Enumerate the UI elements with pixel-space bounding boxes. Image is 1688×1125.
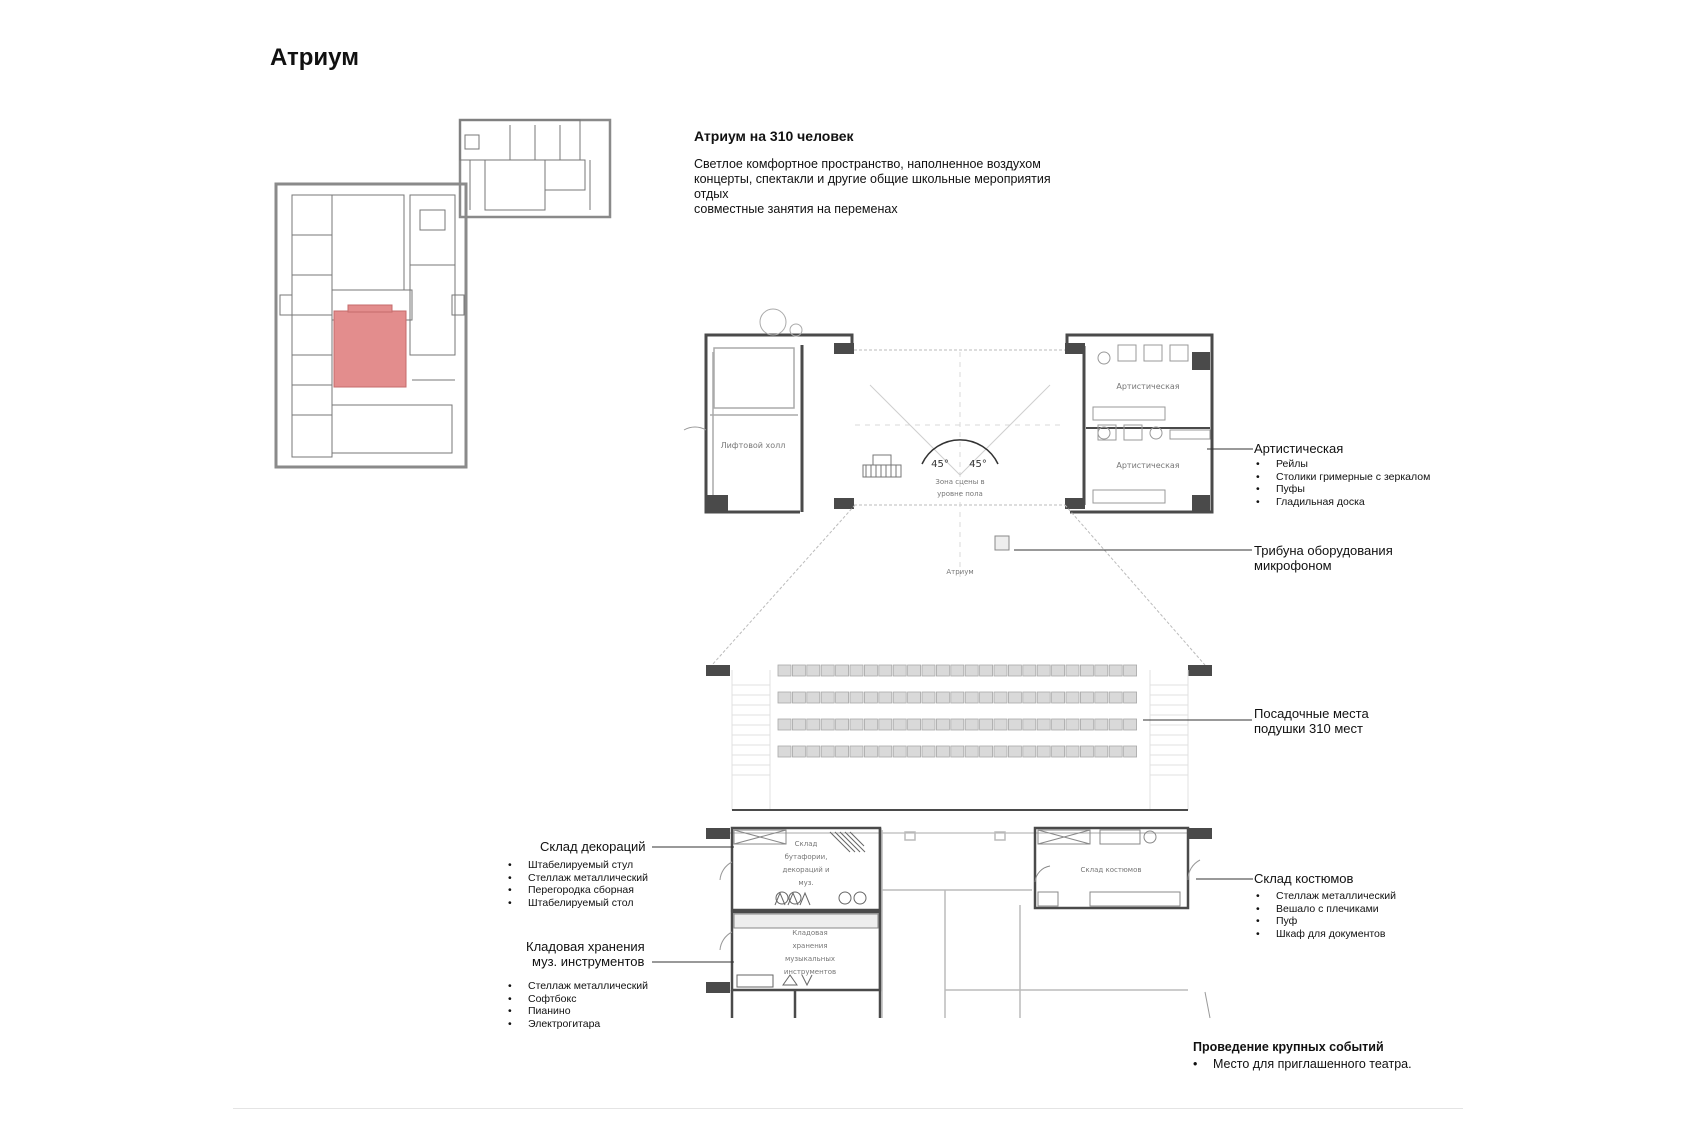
seat-cushion — [807, 665, 820, 676]
instrument-store-callout-title: муз. инструментов — [532, 954, 645, 969]
seat-cushion — [836, 692, 849, 703]
decor-store-callout-title: Склад декораций — [540, 839, 646, 854]
seat-cushion — [980, 692, 993, 703]
list-item: • Стеллаж металлический — [508, 980, 648, 993]
artist-room-items — [1256, 458, 1430, 508]
seat-cushion — [1052, 692, 1065, 703]
instrument-store-callout-title: Кладовая хранения — [526, 939, 645, 954]
angle-label: 45° — [969, 459, 987, 470]
description-line: совместные занятия на переменах — [694, 202, 898, 216]
seat-cushion — [1109, 665, 1122, 676]
decor-store-items — [508, 859, 648, 909]
list-item: • Место для приглашенного театра. — [1193, 1057, 1412, 1072]
seat-cushion — [1023, 746, 1036, 757]
seat-cushion — [821, 665, 834, 676]
seat-cushion — [908, 665, 921, 676]
list-item: • Штабелируемый стул — [508, 859, 648, 872]
seat-cushion — [1037, 719, 1050, 730]
seat-cushion — [893, 692, 906, 703]
costume-store-label: Склад костюмов — [1080, 866, 1142, 874]
stage-zone-label: уровне пола — [937, 490, 983, 498]
artist-room-label: Артистическая — [1116, 382, 1180, 391]
seat-cushion — [893, 746, 906, 757]
seat-cushion — [1095, 746, 1108, 757]
seat-cushion — [994, 719, 1007, 730]
seat-cushion — [994, 692, 1007, 703]
instrument-store-label: хранения — [792, 942, 828, 950]
seat-cushion — [778, 665, 791, 676]
list-item: • Столики гримерные с зеркалом — [1256, 471, 1430, 484]
seat-cushion — [836, 746, 849, 757]
description-line: отдых — [694, 187, 729, 201]
seat-cushion — [1080, 692, 1093, 703]
seat-cushion — [778, 746, 791, 757]
seat-cushion — [936, 665, 949, 676]
seat-cushion — [792, 719, 805, 730]
list-item: • Перегородка сборная — [508, 884, 648, 897]
seat-cushion — [980, 746, 993, 757]
description-title: Атриум на 310 человек — [694, 128, 854, 144]
seat-cushion — [1037, 746, 1050, 757]
seat-cushion — [1109, 692, 1122, 703]
seat-cushion — [908, 746, 921, 757]
seat-cushion — [778, 692, 791, 703]
seat-cushion — [792, 692, 805, 703]
list-item: • Пуф — [1256, 915, 1396, 928]
seat-cushion — [951, 719, 964, 730]
seat-cushion — [1124, 692, 1137, 703]
seat-cushion — [908, 719, 921, 730]
costume-store-items — [1256, 890, 1396, 940]
seat-cushion — [1124, 746, 1137, 757]
props-store-label: бутафории, — [784, 853, 828, 861]
lift-hall-label: Лифтовой холл — [720, 441, 786, 450]
description-line: Светлое комфортное пространство, наполненное воздухом — [694, 157, 1041, 171]
seat-cushion — [980, 719, 993, 730]
props-store-label: Склад — [794, 840, 818, 848]
artist-room-callout-title: Артистическая — [1254, 441, 1344, 456]
instrument-store-label: музыкальных — [784, 955, 836, 963]
seat-cushion — [922, 692, 935, 703]
seat-cushion — [1080, 746, 1093, 757]
events-items — [1193, 1057, 1412, 1072]
seat-cushion — [1095, 719, 1108, 730]
seat-cushion — [922, 665, 935, 676]
seat-cushion — [821, 719, 834, 730]
seat-cushion — [1023, 692, 1036, 703]
description-line: концерты, спектакли и другие общие школьные мероприятия — [694, 172, 1051, 186]
seat-cushion — [1066, 719, 1079, 730]
seat-cushion — [1080, 719, 1093, 730]
seat-cushion — [1095, 665, 1108, 676]
seat-cushion — [1023, 665, 1036, 676]
seat-cushion — [1066, 665, 1079, 676]
list-item: • Стеллаж металлический — [508, 872, 648, 885]
seat-rows — [778, 665, 1137, 757]
seat-cushion — [850, 746, 863, 757]
seat-cushion — [922, 746, 935, 757]
seat-cushion — [1052, 665, 1065, 676]
list-item: • Софтбокс — [508, 993, 648, 1006]
seat-cushion — [994, 746, 1007, 757]
events-title: Проведение крупных событий — [1193, 1040, 1384, 1054]
seat-cushion — [1008, 692, 1021, 703]
seat-cushion — [1023, 719, 1036, 730]
seat-cushion — [965, 692, 978, 703]
costume-store-callout-title: Склад костюмов — [1254, 871, 1354, 886]
seat-cushion — [1095, 692, 1108, 703]
seat-cushion — [850, 665, 863, 676]
props-store-label: муз. — [798, 879, 814, 887]
seat-cushion — [1037, 692, 1050, 703]
seat-cushion — [1109, 746, 1122, 757]
tribune-callout-title: микрофоном — [1254, 558, 1332, 573]
seat-cushion — [1008, 665, 1021, 676]
seat-cushion — [879, 665, 892, 676]
seat-cushion — [951, 746, 964, 757]
tribune-callout-title: Трибуна оборудования — [1254, 543, 1393, 558]
list-item: • Рейлы — [1256, 458, 1430, 471]
seats-callout-title: подушки 310 мест — [1254, 721, 1363, 736]
seat-cushion — [836, 719, 849, 730]
instrument-store-label: инструментов — [783, 968, 837, 976]
seat-cushion — [864, 719, 877, 730]
list-item: • Гладильная доска — [1256, 496, 1430, 509]
seat-cushion — [836, 665, 849, 676]
seat-cushion — [1080, 665, 1093, 676]
seat-cushion — [807, 746, 820, 757]
list-item: • Шкаф для документов — [1256, 928, 1396, 941]
atrium-label: Атриум — [946, 568, 974, 576]
seat-cushion — [879, 746, 892, 757]
seat-cushion — [1052, 746, 1065, 757]
seat-cushion — [850, 719, 863, 730]
list-item: • Штабелируемый стол — [508, 897, 648, 910]
seat-cushion — [1066, 692, 1079, 703]
instrument-store-items — [508, 980, 648, 1030]
seat-cushion — [1066, 746, 1079, 757]
seat-cushion — [1109, 719, 1122, 730]
seat-cushion — [922, 719, 935, 730]
seat-cushion — [821, 692, 834, 703]
seat-cushion — [807, 692, 820, 703]
list-item: • Пуфы — [1256, 483, 1430, 496]
seat-cushion — [893, 719, 906, 730]
seat-cushion — [965, 719, 978, 730]
list-item: • Вешало с плечиками — [1256, 903, 1396, 916]
seat-cushion — [792, 746, 805, 757]
seat-cushion — [893, 665, 906, 676]
seat-cushion — [792, 665, 805, 676]
artist-room-label: Артистическая — [1116, 461, 1180, 470]
seat-cushion — [936, 719, 949, 730]
seat-cushion — [879, 692, 892, 703]
stage-zone-label: Зона сцены в — [935, 478, 985, 486]
seat-cushion — [850, 692, 863, 703]
seat-cushion — [864, 692, 877, 703]
seat-cushion — [936, 746, 949, 757]
seat-cushion — [1008, 746, 1021, 757]
seat-cushion — [936, 692, 949, 703]
angle-label: 45° — [931, 459, 949, 470]
seat-cushion — [980, 665, 993, 676]
seat-cushion — [994, 665, 1007, 676]
instrument-store-label: Кладовая — [792, 929, 828, 937]
seat-cushion — [1124, 719, 1137, 730]
seat-cushion — [951, 692, 964, 703]
footer-divider — [233, 1108, 1463, 1109]
seat-cushion — [879, 719, 892, 730]
seat-cushion — [821, 746, 834, 757]
seat-cushion — [864, 746, 877, 757]
seats-callout-title: Посадочные места — [1254, 706, 1369, 721]
seat-cushion — [908, 692, 921, 703]
seat-cushion — [1008, 719, 1021, 730]
list-item: • Пианино — [508, 1005, 648, 1018]
list-item: • Стеллаж металлический — [1256, 890, 1396, 903]
seat-cushion — [778, 719, 791, 730]
page-title: Атриум — [270, 44, 359, 71]
seat-cushion — [1124, 665, 1137, 676]
seat-cushion — [965, 746, 978, 757]
seat-cushion — [965, 665, 978, 676]
seat-cushion — [951, 665, 964, 676]
list-item: • Электрогитара — [508, 1018, 648, 1031]
seat-cushion — [1037, 665, 1050, 676]
seat-cushion — [864, 665, 877, 676]
seat-cushion — [1052, 719, 1065, 730]
props-store-label: декораций и — [782, 866, 830, 874]
seat-cushion — [807, 719, 820, 730]
